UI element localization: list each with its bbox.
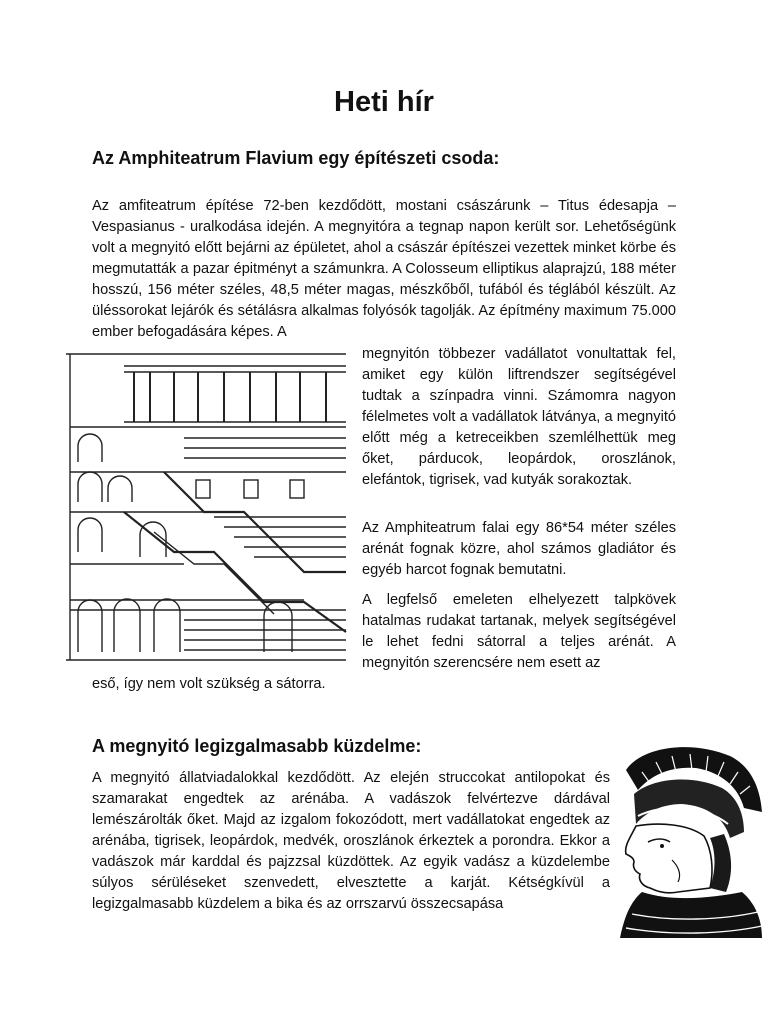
- roman-soldier-drawing: [612, 742, 764, 938]
- architecture-paragraph-2: Az Amphiteatrum falai egy 86*54 méter széles arénát fognak közre, ahol számos gladiátor és egyéb harcot fognak bemutatni.: [362, 520, 676, 578]
- colosseum-drawing: [64, 352, 348, 662]
- page-title: Heti hír: [334, 86, 434, 118]
- architecture-paragraph-3: A legfelső emeleten elhelyezett talpkövek hatalmas rudakat tartanak, melyek segítségével le lehet fedni sátorral a teljes arénát. A megnyitón szerencsére nem esett az: [362, 592, 676, 671]
- architecture-paragraph-1: Az amfiteatrum építése 72-ben kezdődött, mostani császárunk – Titus édesapja – Vespasianus - uralkodása idején. A megnyitóra a tegnap napon került sor. Lehetőségünk volt a megnyitó előtt bejárni az épületet, ahol a császár építészei vezettek minket körbe és megmutatták a pazar épitményt a számunkra. A Colosseum elliptikus alaprajzú, 188 méter hosszú, 156 méter széles, 48,5 méter magas, mészkőből, tufából és téglából készült. Az üléssorokat lejárók és sétálásra alkalmas folyósók tagolják. Az építmény maximum 75.000 ember befogadására képes. A: [92, 198, 676, 340]
- architecture-paragraph-1-continued: megnyitón többezer vadállatot vonultattak fel, amiket egy külön liftrendszer segítségével tudtak a színpadra vinni. Számomra nagyon félelmetes volt a vadállatok látványa, a megnyitó előtt még a ketreceikben szemlélhettük meg őket, párducok, leopárdok, oroszlánok, elefántok, tigrisek, vad kutyák sorakoztak.: [362, 346, 676, 488]
- colosseum-cross-section-image: [64, 352, 348, 662]
- fight-paragraph-1: A megnyitó állatviadalokkal kezdődött. Az elején struccokat antilopokat és szamarakat engedtek az arénába. A vadászok felvértezve dárdával lemészárolták őket. Majd az izgalom fokozódott, mert vadállatokat engedtek az arénába, tigrisek, leopárdok, medvék, oroszlánok érkeztek a porondra. Ekkor a vadászok már karddal és pajzzsal küzdöttek. Az egyik vadász a küzdelembe súlyos sérüléseket szenvedett, elvesztette a karját. Kétségkívül a legizgalmasabb küzdelem a bika és az orrszarvú összecsapása: [92, 770, 610, 912]
- roman-soldier-image: [612, 742, 764, 938]
- architecture-paragraph-3-end: eső, így nem volt szükség a sátorra.: [92, 676, 326, 692]
- section-heading-architecture: Az Amphiteatrum Flavium egy építészeti csoda:: [92, 148, 500, 168]
- section-heading-fight: A megnyitó legizgalmasabb küzdelme:: [92, 736, 422, 756]
